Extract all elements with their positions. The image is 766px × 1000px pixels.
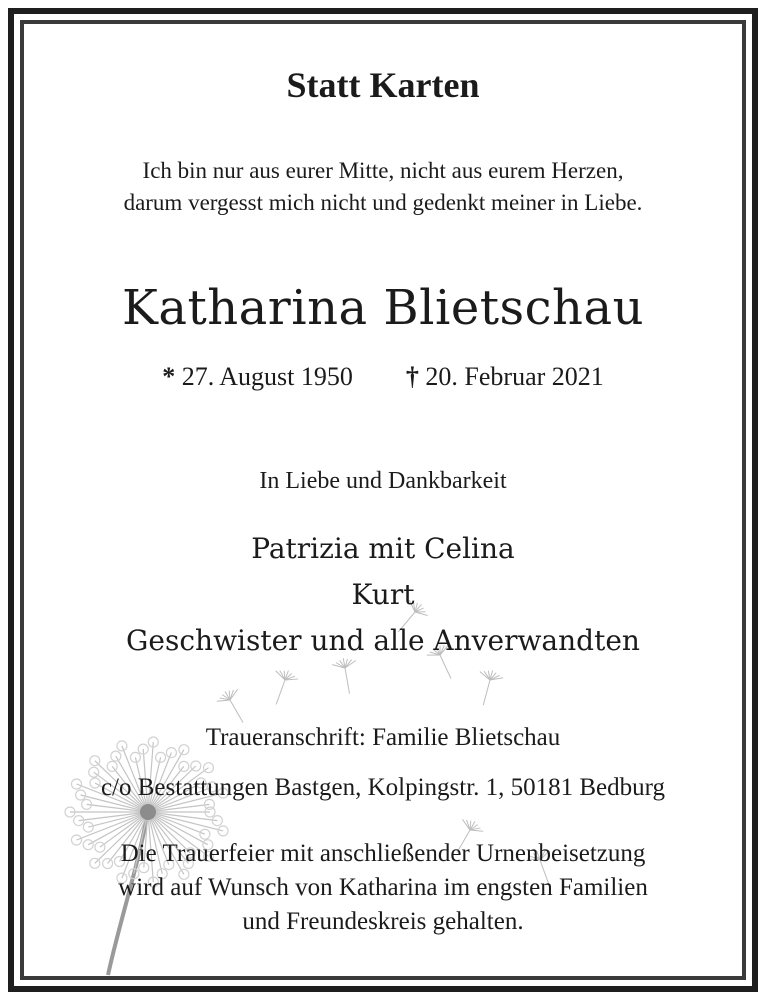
birth-star-icon: * — [162, 362, 176, 391]
birth-date: 27. August 1950 — [181, 362, 353, 391]
page-title: Statt Karten — [286, 65, 480, 105]
mourner-line: Geschwister und alle Anverwandten — [126, 624, 640, 657]
notice-line-3: und Freundeskreis gehalten. — [242, 908, 524, 935]
address-line-2: c/o Bestattungen Bastgen, Kolpingstr. 1, 50181 Bedburg — [100, 774, 666, 801]
mourner-line: Patrizia mit Celina — [251, 532, 515, 565]
mourners-intro: In Liebe und Dankbarkeit — [259, 468, 507, 494]
mourner-line: Kurt — [351, 578, 415, 611]
verse-line-1: Ich bin nur aus eurer Mitte, nicht aus eurem Herzen, — [142, 158, 624, 183]
address-line-1: Traueranschrift: Familie Blietschau — [205, 724, 561, 751]
notice-line-2: wird auf Wunsch von Katharina im engsten Familien — [118, 874, 648, 901]
cross-icon: † — [405, 362, 419, 391]
notice-line-1: Die Trauerfeier mit anschließender Urnenbeisetzung — [120, 840, 646, 867]
life-dates — [0, 362, 766, 392]
death-date: 20. Februar 2021 — [425, 362, 604, 391]
deceased-name: Katharina Blietschau — [121, 280, 644, 336]
verse-line-2: darum vergesst mich nicht und gedenkt meiner in Liebe. — [123, 190, 643, 215]
